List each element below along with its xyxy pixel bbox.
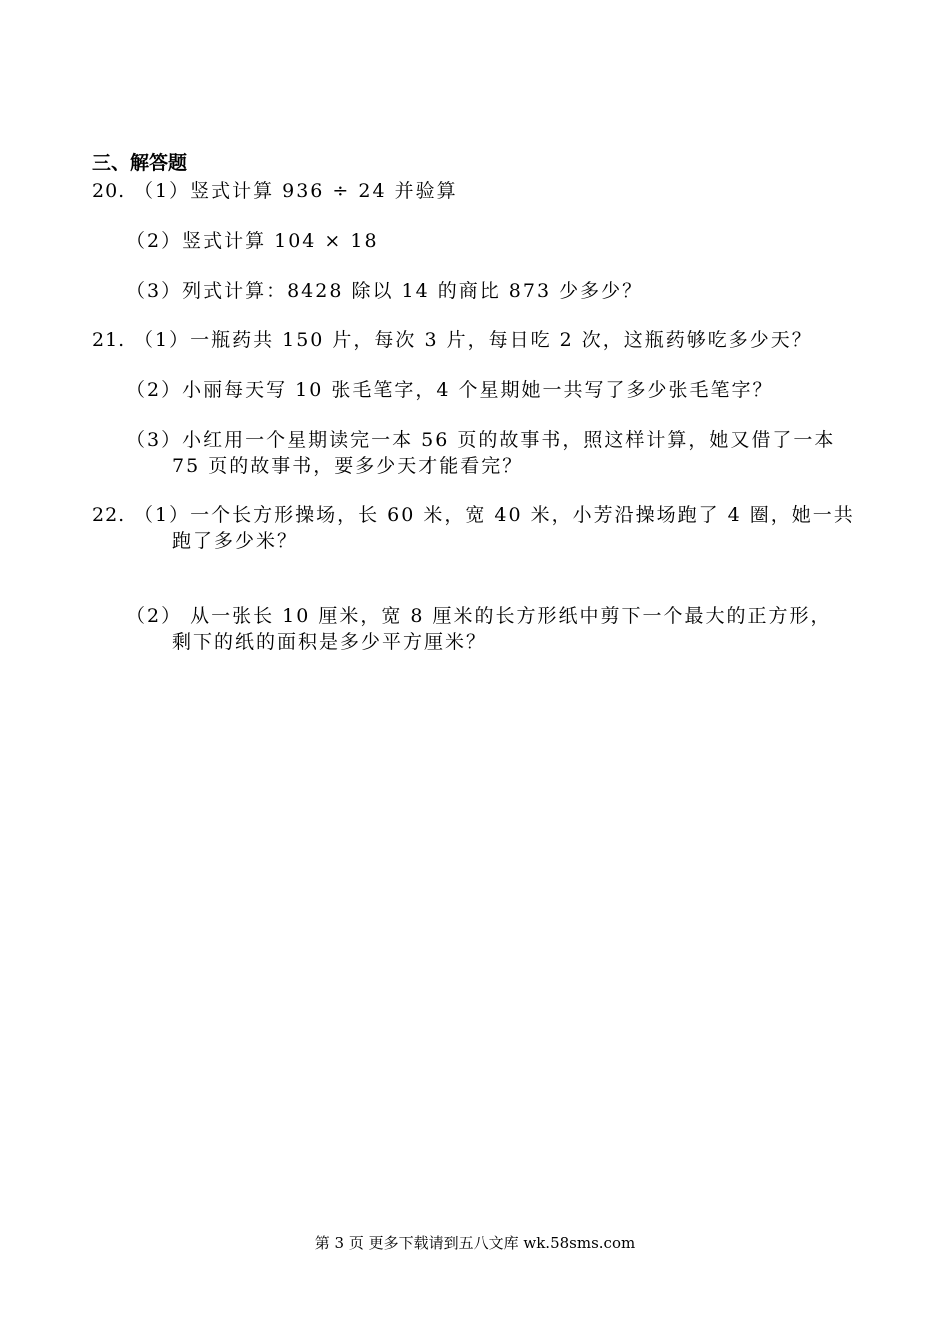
- question-21-part-1-text: （1）一瓶药共 150 片，每次 3 片，每日吃 2 次，这瓶药够吃多少天？: [134, 329, 813, 351]
- question-22-part-2-line-2: 剩下的纸的面积是多少平方厘米？: [172, 631, 488, 653]
- question-22-part-2-line-1: （2） 从一张长 10 厘米，宽 8 厘米的长方形纸中剪下一个最大的正方形，: [126, 605, 832, 627]
- question-21-part-2: （2）小丽每天写 10 张毛笔字，4 个星期她一共写了多少张毛笔字？: [126, 379, 774, 401]
- question-22-number: 22.: [92, 504, 126, 526]
- question-21-part-3-line-1: （3）小红用一个星期读完一本 56 页的故事书，照这样计算，她又借了一本: [126, 429, 836, 451]
- question-21-number: 21.: [92, 329, 126, 351]
- question-22-part-1-line-2: 跑了多少米？: [172, 530, 299, 552]
- question-21-part-1: [92, 327, 813, 353]
- question-22-part-1-line-1: [92, 502, 855, 528]
- section-title: 三、解答题: [92, 152, 188, 174]
- question-20-part-3: （3）列式计算：8428 除以 14 的商比 873 少多少？: [126, 280, 644, 302]
- question-20-part-2: （2）竖式计算 104 × 18: [126, 230, 379, 252]
- question-22-part-1-text: （1）一个长方形操场，长 60 米，宽 40 米，小芳沿操场跑了 4 圈，她一共: [134, 504, 855, 526]
- question-20-number: 20.: [92, 180, 126, 202]
- page-footer: 第 3 页 更多下载请到五八文库 wk.58sms.com: [314, 1234, 636, 1252]
- question-21-part-3-line-2: 75 页的故事书，要多少天才能看完？: [172, 455, 524, 477]
- question-20-part-1: [92, 178, 458, 204]
- question-20-part-1-text: （1）竖式计算 936 ÷ 24 并验算: [134, 180, 458, 202]
